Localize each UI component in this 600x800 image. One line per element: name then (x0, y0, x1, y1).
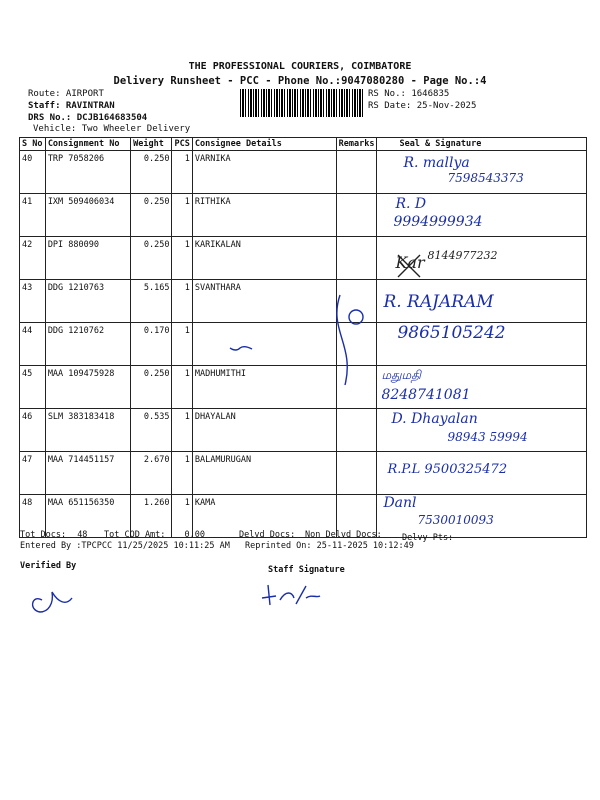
verified-signature (33, 592, 72, 612)
tot-cod (104, 530, 205, 540)
handwritten-phone: 9865105242 (397, 323, 506, 343)
runsheet-subtitle: Delivery Runsheet - PCC - Phone No.:9047080280 - Page No.:4 (113, 75, 487, 87)
row-consignment: MAA 714451157 (45, 452, 130, 495)
col-consignee: Consignee Details (192, 138, 336, 151)
row-sno: 45 (20, 366, 46, 409)
row-weight: 0.170 (131, 323, 172, 366)
company-title: THE PROFESSIONAL COURIERS, COIMBATORE (188, 61, 412, 72)
staff-signature-label: Staff Signature (268, 565, 345, 575)
row-sno: 46 (20, 409, 46, 452)
drs-number: DRS No.: DCJB164683504 (28, 113, 148, 123)
row-weight: 2.670 (131, 452, 172, 495)
row-weight: 0.250 (131, 366, 172, 409)
handwritten-signature: மதுமதி (381, 368, 422, 382)
rs-number: RS No.: 1646835 (368, 89, 450, 99)
row-sno: 44 (20, 323, 46, 366)
row-pcs: 1 (172, 366, 192, 409)
row-weight: 5.165 (131, 280, 172, 323)
handwritten-signature: Kar (395, 253, 425, 272)
row-weight: 0.250 (131, 194, 172, 237)
cross-mark (398, 255, 420, 277)
row-consignment: MAA 651156350 (45, 495, 130, 538)
handwritten-phone: 98943 59994 (447, 430, 528, 444)
route-label: Route: AIRPORT (28, 89, 104, 99)
row-consignment: MAA 109475928 (45, 366, 130, 409)
row-consignee: RITHIKA (192, 194, 336, 237)
col-sno: S No (20, 138, 46, 151)
row-consignment: IXM 509406034 (45, 194, 130, 237)
circle-mark (349, 310, 363, 324)
row-weight: 0.250 (131, 237, 172, 280)
row-consignee: SVANTHARA (192, 280, 336, 323)
handwritten-signature: Danl (383, 495, 417, 511)
col-weight: Weight (131, 138, 172, 151)
tot-cod-label: Tot COD Amt: (104, 530, 166, 540)
handwritten-phone: 9994999934 (393, 214, 483, 230)
row-consignee: BALAMURUGAN (192, 452, 336, 495)
row-pcs: 1 (172, 495, 192, 538)
row-consignee: MADHUMITHI (192, 366, 336, 409)
row-sno: 43 (20, 280, 46, 323)
row-pcs: 1 (172, 452, 192, 495)
col-seal-signature: Seal & Signature (377, 138, 587, 151)
row-pcs: 1 (172, 323, 192, 366)
row-pcs: 1 (172, 151, 192, 194)
handwritten-signature: D. Dhayalan (391, 411, 478, 427)
row-sno: 48 (20, 495, 46, 538)
vehicle-label: Vehicle: Two Wheeler Delivery (33, 124, 191, 134)
delvy-pts: Delvy Pts: (402, 533, 454, 543)
row-consignment: TRP 7058206 (45, 151, 130, 194)
row-consignment: DDG 1210763 (45, 280, 130, 323)
non-delvd-docs: Non Delvd Docs: (305, 530, 382, 540)
verified-by-label: Verified By (20, 561, 77, 571)
row-consignee: VARNIKA (192, 151, 336, 194)
row-sno: 42 (20, 237, 46, 280)
row-pcs: 1 (172, 280, 192, 323)
scribble-mark (230, 347, 252, 350)
row-weight: 0.250 (131, 151, 172, 194)
handwritten-signature: R. D (395, 196, 427, 212)
row-consignee: KARIKALAN (192, 237, 336, 280)
row-consignment: DPI 880090 (45, 237, 130, 280)
reprinted-on: Reprinted On: 25-11-2025 10:12:49 (245, 541, 414, 551)
row-consignment: DDG 1210762 (45, 323, 130, 366)
row-sno: 47 (20, 452, 46, 495)
row-consignee: KAMA (192, 495, 336, 538)
handwritten-phone: 7530010093 (417, 513, 494, 527)
bracket-stroke (337, 295, 347, 385)
row-consignment: SLM 383183418 (45, 409, 130, 452)
tot-docs-label: Tot Docs: (20, 530, 67, 540)
row-weight: 1.260 (131, 495, 172, 538)
col-remarks: Remarks (336, 138, 377, 151)
staff-signature (262, 585, 320, 605)
tot-docs (20, 530, 87, 540)
row-weight: 0.535 (131, 409, 172, 452)
delvd-docs: Delvd Docs: (239, 530, 296, 540)
handwritten-signature: R. mallya (403, 155, 470, 171)
row-consignee: DHAYALAN (192, 409, 336, 452)
handwritten-phone: 8248741081 (381, 387, 471, 403)
handwritten-phone: 7598543373 (447, 171, 524, 185)
rs-date: RS Date: 25-Nov-2025 (368, 101, 477, 111)
row-pcs: 1 (172, 194, 192, 237)
entered-by: Entered By :TPCPCC 11/25/2025 10:11:25 AM (20, 541, 230, 551)
tot-docs-value: 48 (77, 530, 88, 540)
row-pcs: 1 (172, 409, 192, 452)
handwritten-phone: R.P.L 9500325472 (387, 462, 508, 477)
row-sno: 40 (20, 151, 46, 194)
handwritten-phone: 8144977232 (427, 249, 498, 262)
staff-label: Staff: RAVINTRAN (28, 101, 115, 111)
col-consignment: Consignment No (45, 138, 130, 151)
row-sno: 41 (20, 194, 46, 237)
col-pcs: PCS (172, 138, 192, 151)
row-pcs: 1 (172, 237, 192, 280)
tot-cod-value: 0.00 (184, 530, 206, 540)
handwritten-signature: R. RAJARAM (383, 292, 494, 312)
